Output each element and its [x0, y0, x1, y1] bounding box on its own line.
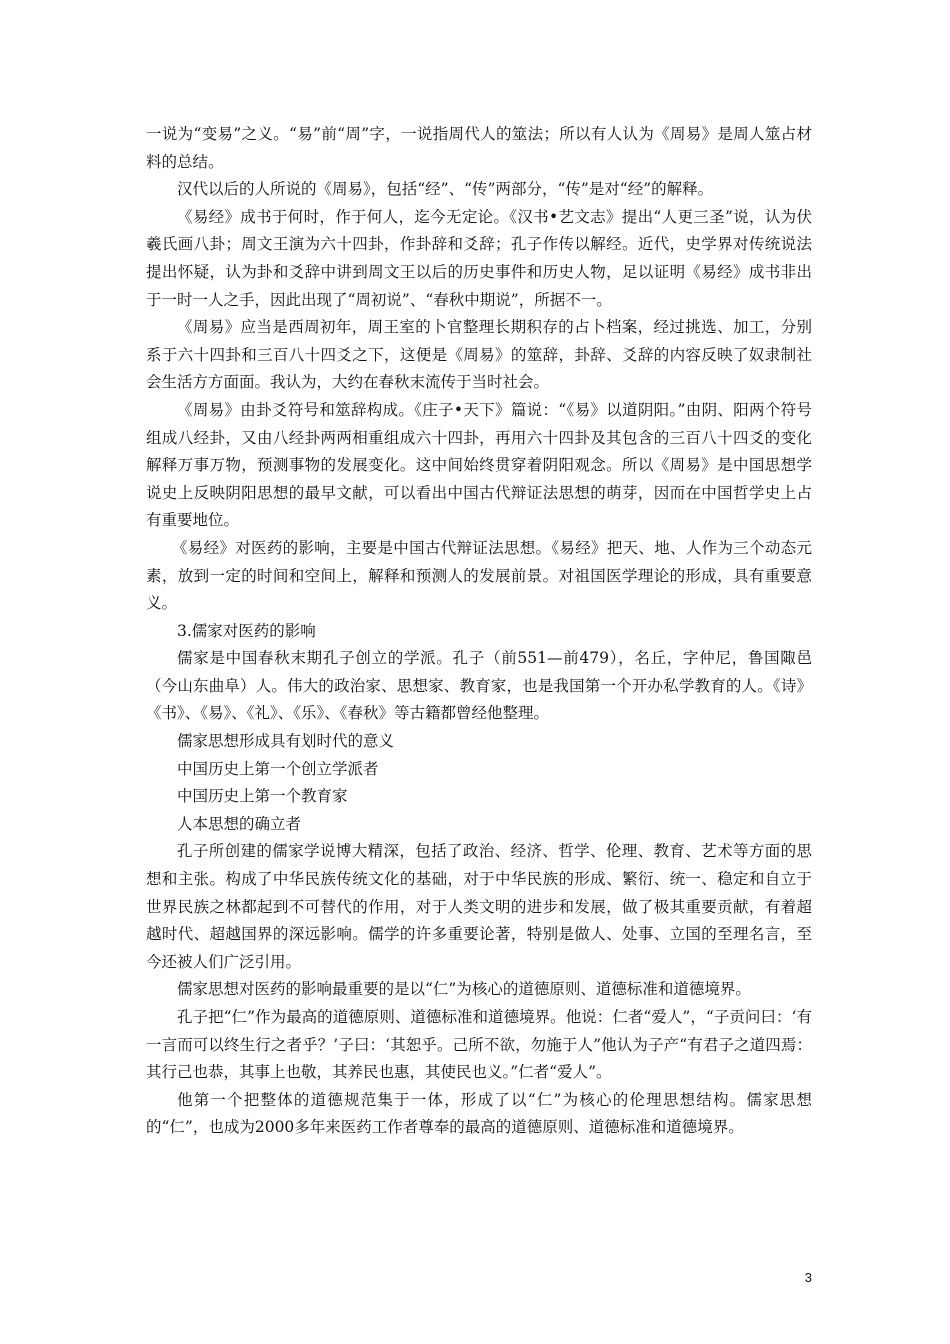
paragraph: 他第一个把整体的道德规范集于一体，形成了以“仁”为核心的伦理思想结构。儒家思想的“仁”，也成为2000多年来医药工作者尊奉的最高的道德原则、道德标准和道德境界。 — [146, 1090, 812, 1137]
list-line: 中国历史上第一个教育家 — [177, 787, 348, 806]
body-text — [146, 121, 812, 1142]
paragraph: 儒家是中国春秋末期孔子创立的学派。孔子（前551—前479），名丘，字仲尼，鲁国陬邑（今山东曲阜）人。伟大的政治家、思想家、教育家，也是我国第一个开办私学教育的人。《诗》《书》、《易》、《礼》、《乐》、《春秋》等古籍都曾经他整理。 — [146, 649, 812, 723]
list-line: 人本思想的确立者 — [177, 814, 302, 833]
section-heading: 3.儒家对医药的影响 — [177, 621, 316, 640]
paragraph-continuation: 一说为“变易”之义。“易”前“周”字，一说指周代人的筮法；所以有人认为《周易》是周人筮占材料的总结。 — [146, 125, 812, 171]
paragraph: 《易经》对医药的影响，主要是中国古代辩证法思想。《易经》把天、地、人作为三个动态元素，放到一定的时间和空间上，解释和预测人的发展前景。对祖国医学理论的形成，具有重要意义。 — [146, 538, 812, 613]
paragraph: 《周易》由卦爻符号和筮辞构成。《庄子•天下》篇说：“《易》以道阴阳。”由阴、阳两个符号组成八经卦，又由八经卦两两相重组成六十四卦，再用六十四卦及其包含的三百八十四爻的变化解释万事万物，预测事物的发展变化。这中间始终贯穿着阴阳观念。所以《周易》是中国思想学说史上反映阴阳思想的最早文献，可以看出中国古代辩证法思想的萌芽，因而在中国哲学史上占有重要地位。 — [146, 400, 812, 530]
list-line: 中国历史上第一个创立学派者 — [177, 759, 379, 778]
paragraph: 孔子所创建的儒家学说博大精深，包括了政治、经济、哲学、伦理、教育、艺术等方面的思想和主张。构成了中华民族传统文化的基础，对于中华民族的形成、繁衍、统一、稳定和自立于世界民族之林都起到不可替代的作用，对于人类文明的进步和发展，做了极其重要贡献，有着超越时代、超越国界的深远影响。儒学的许多重要论著，特别是做人、处事、立国的至理名言，至今还被人们广泛引用。 — [146, 842, 812, 971]
paragraph: 汉代以后的人所说的《周易》，包括“经”、“传”两部分，“传”是对“经”的解释。 — [177, 180, 714, 199]
paragraph: 儒家思想对医药的影响最重要的是以“仁”为核心的道德原则、道德标准和道德境界。 — [177, 980, 751, 999]
paragraph: 孔子把“仁”作为最高的道德原则、道德标准和道德境界。他说：仁者“爱人”，“子贡问曰：‘有一言而可以终生行之者乎？’子曰：‘其恕乎。己所不欲，勿施于人”他认为子产“有君子之道四焉：其行己也恭，其事上也敬，其养民也惠，其使民也义。”仁者“爱人”。 — [146, 1008, 812, 1082]
paragraph: 《易经》成书于何时，作于何人，迄今无定论。《汉书•艺文志》提出“人更三圣”说，认为伏羲氏画八卦；周文王演为六十四卦，作卦辞和爻辞；孔子作传以解经。近代，史学界对传统说法提出怀疑，认为卦和爻辞中讲到周文王以后的历史事件和历史人物，足以证明《易经》成书非出于一时一人之手，因此出现了“周初说”、“春秋中期说”，所据不一。 — [146, 207, 812, 309]
page-number: 3 — [804, 1270, 812, 1285]
list-line: 儒家思想形成具有划时代的意义 — [177, 732, 395, 751]
paragraph: 《周易》应当是西周初年，周王室的卜官整理长期积存的占卜档案，经过挑选、加工，分别系于六十四卦和三百八十四爻之下，这便是《周易》的筮辞，卦辞、爻辞的内容反映了奴隶制社会生活方方面面。我认为，大约在春秋末流传于当时社会。 — [146, 318, 812, 392]
